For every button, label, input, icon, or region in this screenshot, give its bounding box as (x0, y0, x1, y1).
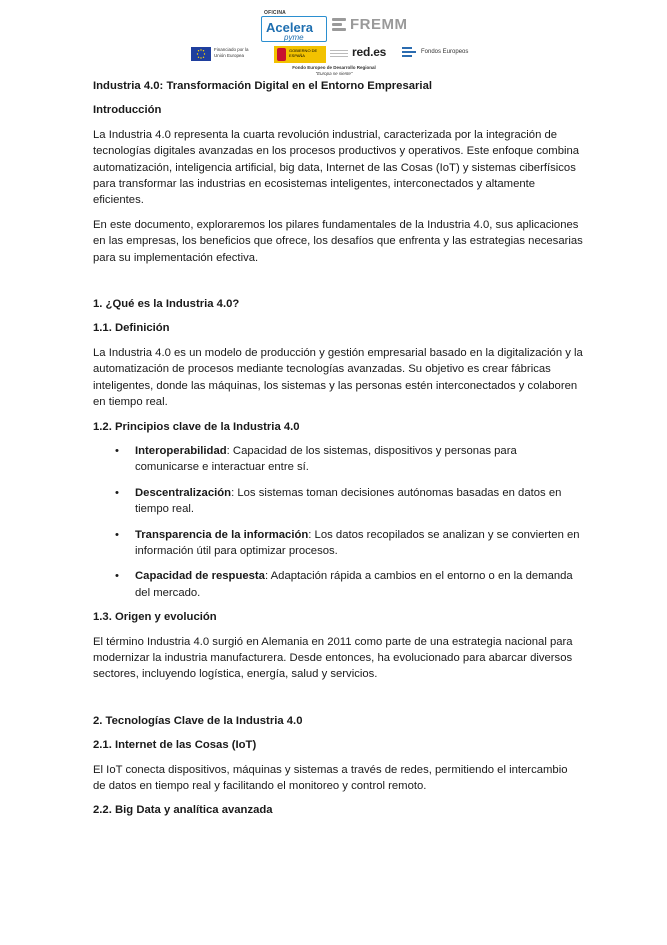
list-item (93, 527, 583, 560)
acelera-pyme-logo (261, 12, 327, 40)
fremm-bars-icon (332, 18, 346, 32)
list-item (93, 443, 583, 476)
principle-term: Interoperabilidad (135, 444, 227, 457)
section-1-3-paragraph: El término Industria 4.0 surgió en Alemania en 2011 como parte de una estrategia nacional para modernizar la industria manufacturera. Desde entonces, ha evolucionado para abarcar diversos sectores, incluyendo logística, energía, salud y servicios. (93, 635, 573, 681)
principle-desc: : Adaptación rápida a cambios en el entorno o en la demanda del mercado. (135, 570, 573, 599)
spain-government-logo (274, 46, 326, 63)
principle-desc: : Los sistemas toman decisiones autónomas basadas en datos en tiempo real. (135, 486, 562, 516)
fremm-logo (332, 16, 412, 36)
section-1-1-paragraph: La Industria 4.0 es un modelo de producción y gestión empresarial basado en la digitalización y la automatización de procesos mediante tecnologías avanzadas. Su objetivo es crear fábricas inteligentes, donde las máquinas, los sistemas y las personas estén interconectados y colaboren en tiempo real. (93, 346, 583, 409)
fondos-europeos-text: Fondos Europeos (421, 49, 469, 55)
acelera-main-text: Acelera (266, 20, 313, 35)
list-item (93, 568, 583, 601)
bullet-icon: • (115, 444, 119, 457)
feder-caption: Fondo Europeo de Desarrollo Regional (292, 65, 376, 70)
eu-flag-icon (191, 47, 211, 61)
fremm-text: FREMM (350, 16, 408, 33)
feder-motto: "Europa se siente" (315, 71, 353, 76)
intro-paragraph-2: En este documento, exploraremos los pilares fundamentales de la Industria 4.0, sus aplicaciones en las empresas, los beneficios que ofrece, los desafíos que enfrenta y las estrategias necesarias para su implementación efectiva. (93, 218, 583, 264)
intro-heading: Introducción (93, 104, 162, 117)
document-title: Industria 4.0: Transformación Digital en el Entorno Empresarial (93, 80, 432, 92)
spain-government-text: GOBIERNO DE ESPAÑA (289, 48, 318, 58)
principle-term: Transparencia de la información (135, 528, 309, 541)
fondos-europeos-icon (402, 47, 418, 59)
intro-paragraph-1: La Industria 4.0 representa la cuarta revolución industrial, caracterizada por la integración de tecnologías digitales avanzadas en los procesos productivos y operativos. Este enfoque combina automatización, inteligencia artificial, big data, Internet de las Cosas (IoT) y sistemas ciberfísicos para transformar las industrias en ecosistemas inteligentes, interconectados y altamente eficientes. (93, 128, 580, 207)
principles-list (93, 443, 583, 601)
principle-term: Capacidad de respuesta (135, 570, 265, 583)
principle-desc: : Los datos recopilados se analizan y se convierten en información útil para optimizar procesos. (135, 528, 580, 557)
bullet-icon: • (115, 528, 119, 541)
section-1-1-heading: 1.1. Definición (93, 322, 170, 335)
logo-header (0, 0, 667, 80)
section-2-1-paragraph: El IoT conecta dispositivos, máquinas y sistemas a través de redes, permitiendo el intercambio de datos en tiempo real y facilitando el monitoreo y control remoto. (93, 763, 568, 792)
acelera-sub-text: pyme (284, 33, 304, 42)
section-1-3-heading: 1.3. Origen y evolución (93, 611, 217, 624)
document-body (93, 78, 583, 819)
section-2-2-heading: 2.2. Big Data y analítica avanzada (93, 804, 273, 817)
bullet-icon: • (115, 486, 119, 499)
acelera-small-text: OFICINA (264, 10, 286, 16)
section-1-heading: 1. ¿Qué es la Industria 4.0? (93, 298, 240, 311)
principle-term: Descentralización (135, 486, 232, 499)
list-item (93, 485, 583, 518)
spain-emblem-icon (277, 48, 286, 61)
ministry-lines-icon (330, 50, 348, 58)
eu-funding-text: Financiado por la Unión Europea (214, 47, 249, 58)
principle-desc: : Capacidad de los sistemas, dispositivos y personas para comunicarse e interactuar entre sí. (135, 444, 517, 474)
section-1-2-heading: 1.2. Principios clave de la Industria 4.0 (93, 420, 300, 433)
section-2-heading: 2. Tecnologías Clave de la Industria 4.0 (93, 714, 303, 727)
section-2-1-heading: 2.1. Internet de las Cosas (IoT) (93, 739, 257, 752)
redes-logo: red.es (352, 45, 387, 59)
bullet-icon: • (115, 570, 119, 583)
